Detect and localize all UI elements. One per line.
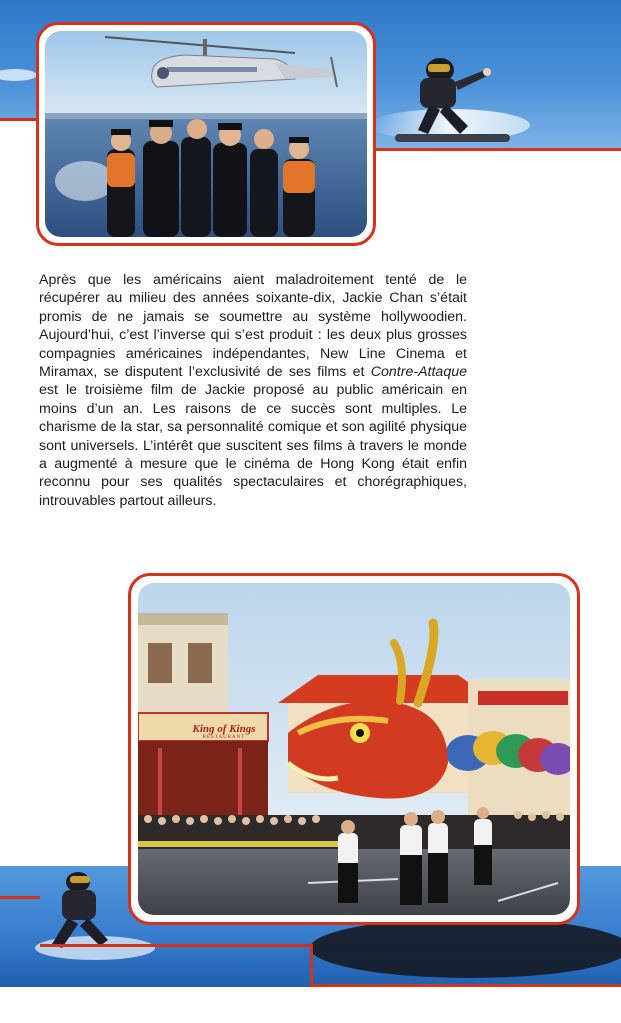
red-rule [310,944,313,986]
bottom-photo-dragon-parade [138,583,570,915]
article-text-part1: Après que les américains aient maladroitement tenté de le récupérer au milieu des années soixante-dix, Jackie Chan s’était promis de ne jamais se soumettre au système hollywoodien. Aujourd’hui, c’est l’inverse qui s’est produit : les deux plus grosses compagnies américaines indépendantes, New Line Cinema et Miramax, se disputent l’exclusivité de ses films et [39,272,467,381]
red-rule [0,118,40,121]
bottom-white-margin [0,987,621,1023]
restaurant-sign-subtitle: RESTAURANT [202,735,246,740]
film-title: Contre-Attaque [370,364,467,381]
top-photo-helicopter-scene [45,31,367,237]
article-body [39,271,467,510]
red-rule [370,148,621,151]
red-rule [0,896,40,899]
red-rule [40,944,310,947]
article-text-part2: est le troisième film de Jackie proposé au public américain en moins d’un an. Les raisons de ce succès sont multiples. Le charisme de la star, sa personnalité comique et son agilité physique sont universels. L’intérêt que suscitent ses films à travers le monde a augmenté à mesure que le cinéma de Hong Kong était enfin reconnu pour ses qualités spectaculaires et chorégraphiques, introuvables partout ailleurs. [39,382,467,509]
restaurant-sign-title: King of Kings [192,723,256,735]
restaurant-sign [184,723,264,740]
